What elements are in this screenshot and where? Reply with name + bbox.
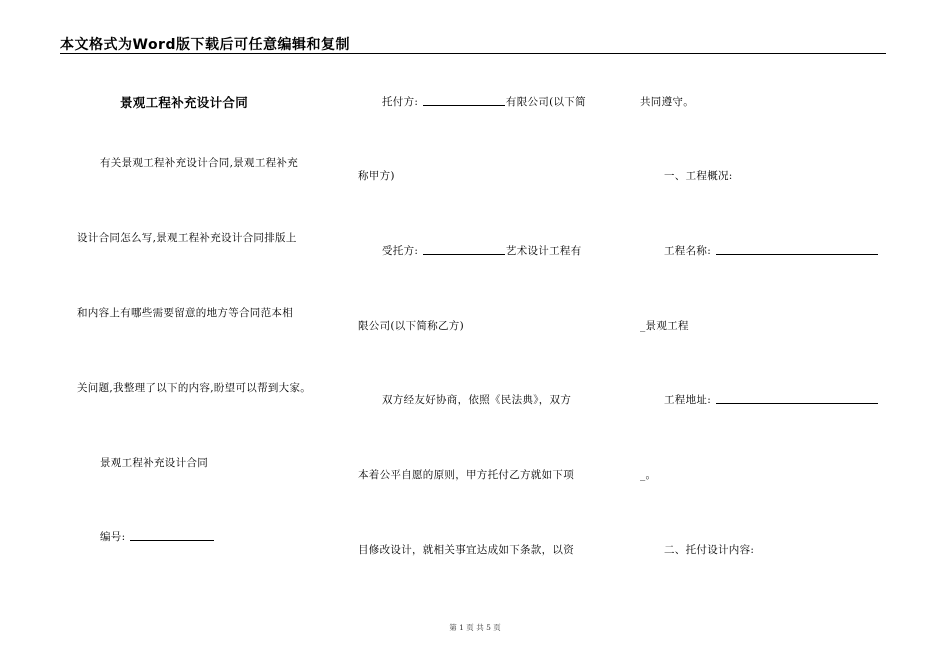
contractor-blank: [423, 244, 505, 255]
agreement-line-3: 目修改设计，就相关事宜达成如下条款，以资: [358, 544, 574, 556]
contractor-suffix: 艺术设计工程有: [505, 245, 582, 257]
contract-number: [100, 529, 215, 544]
contractor-line: [382, 243, 582, 258]
project-name-line: [664, 243, 879, 258]
page-number: 第 1 页 共 5 页: [449, 623, 501, 632]
client-line: [382, 94, 586, 109]
project-addr-blank: [716, 393, 878, 404]
project-addr-label: 工程地址:: [664, 394, 712, 406]
number-label: 编号:: [100, 531, 126, 543]
agreement-line-1: 双方经友好协商，依照《民法典》，双方: [382, 394, 572, 406]
project-addr-value: _。: [640, 469, 657, 481]
number-blank: [130, 530, 214, 541]
agreement-line-2: 本着公平自愿的原则，甲方托付乙方就如下项: [358, 469, 574, 481]
intro-line-1: 有关景观工程补充设计合同,景观工程补充: [100, 157, 299, 169]
project-name-value: _景观工程: [640, 320, 689, 332]
section-1-heading: 一、工程概况:: [664, 170, 733, 182]
client-blank: [423, 95, 505, 106]
header-rule: [60, 53, 886, 54]
project-name-label: 工程名称:: [664, 245, 712, 257]
project-name-blank: [716, 244, 878, 255]
client-cont: 称甲方): [358, 170, 395, 182]
intro-line-3: 和内容上有哪些需要留意的地方等合同范本相: [77, 307, 293, 319]
project-addr-line: [664, 392, 879, 407]
client-label: 托付方:: [382, 96, 419, 108]
col3-line-1: 共同遵守。: [640, 96, 694, 108]
subtitle: 景观工程补充设计合同: [100, 457, 208, 469]
section-2-heading: 二、托付设计内容:: [664, 544, 755, 556]
contractor-label: 受托方:: [382, 245, 419, 257]
client-suffix: 有限公司(以下简: [505, 96, 586, 108]
contractor-cont: 限公司(以下简称乙方): [358, 320, 464, 332]
intro-line-4: 关问题,我整理了以下的内容,盼望可以帮到大家。: [77, 382, 312, 394]
intro-line-2: 设计合同怎么写,景观工程补充设计合同排版上: [77, 232, 297, 244]
document-banner: 本文格式为Word版下载后可任意编辑和复制: [60, 37, 350, 53]
contract-title: 景观工程补充设计合同: [120, 95, 249, 110]
